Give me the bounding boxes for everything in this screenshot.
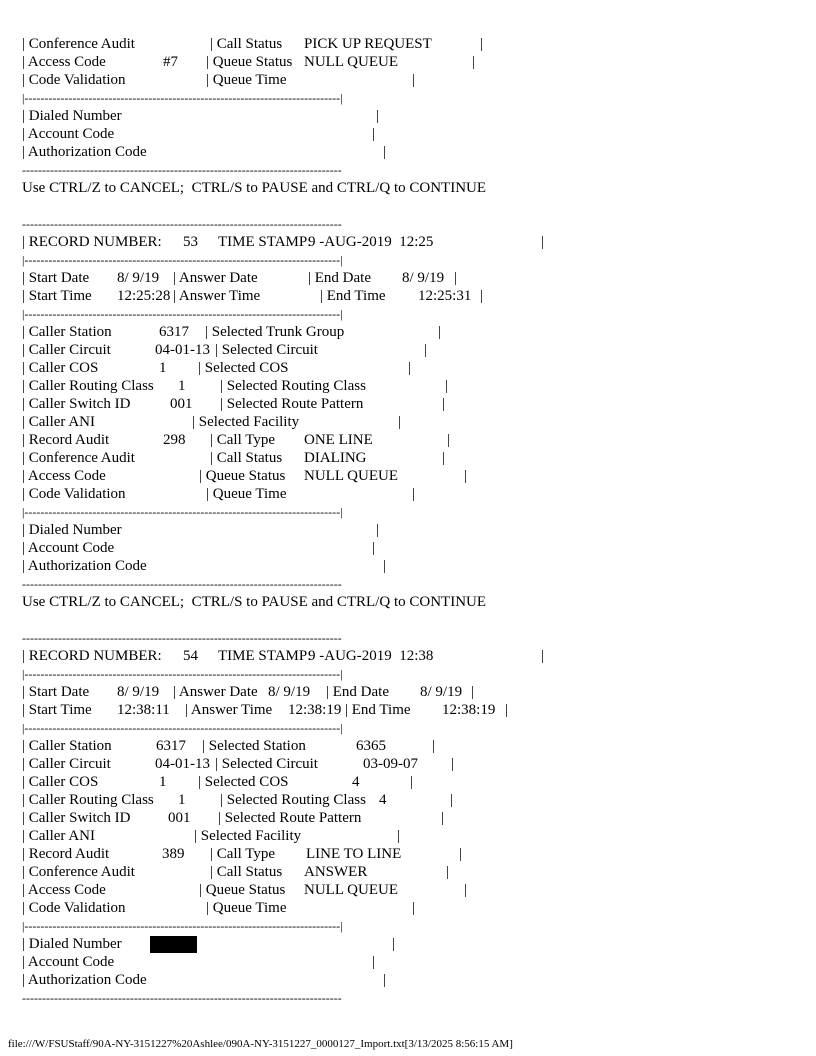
row-dates-54: | Start Date 8/ 9/19 | Answer Date 8/ 9/19 | End Date 8/ 9/19 | bbox=[22, 684, 475, 700]
row-account-code-54: | Account Code | bbox=[22, 954, 376, 970]
ctrl-notice: Use CTRL/Z to CANCEL; CTRL/S to PAUSE and CTRL/Q to CONTINUE bbox=[22, 594, 487, 610]
record-header-54: | RECORD NUMBER: 54 TIME STAMP: 9 -AUG-2019 12:38 | bbox=[22, 648, 545, 664]
redaction-block bbox=[150, 936, 197, 953]
row-account-code: | Account Code | bbox=[22, 126, 376, 142]
row-record-audit-53: | Record Audit 298 | Call Type ONE LINE | bbox=[22, 432, 451, 448]
row-conference-audit: | Conference Audit | Call Status PICK UP REQUEST | bbox=[22, 36, 484, 52]
row-conference-audit-54: | Conference Audit | Call Status ANSWER | bbox=[22, 864, 450, 880]
row-account-code-53: | Account Code | bbox=[22, 540, 376, 556]
document-body bbox=[22, 35, 802, 1007]
separator: |-------------------------------------------------------------------------------| bbox=[22, 721, 343, 735]
divider: -------------------------------------------------------------------------------- bbox=[22, 991, 342, 1005]
row-authorization-code-53: | Authorization Code | bbox=[22, 558, 387, 574]
row-caller-ani-54: | Caller ANI | Selected Facility | bbox=[22, 828, 401, 844]
row-caller-station-53: | Caller Station 6317 | Selected Trunk Group | bbox=[22, 324, 442, 340]
row-dialed-number: | Dialed Number | bbox=[22, 108, 380, 124]
row-authorization-code: | Authorization Code | bbox=[22, 144, 387, 160]
row-dialed-number-53: | Dialed Number | bbox=[22, 522, 380, 538]
separator: |-------------------------------------------------------------------------------| bbox=[22, 91, 343, 105]
separator: |-------------------------------------------------------------------------------| bbox=[22, 253, 343, 267]
row-caller-switch-54: | Caller Switch ID 001 | Selected Route Pattern | bbox=[22, 810, 445, 826]
divider: -------------------------------------------------------------------------------- bbox=[22, 577, 342, 591]
row-caller-switch-53: | Caller Switch ID 001 | Selected Route Pattern | bbox=[22, 396, 446, 412]
record-header-53: | RECORD NUMBER: 53 TIME STAMP: 9 -AUG-2019 12:25 | bbox=[22, 234, 545, 250]
row-dates-53: | Start Date 8/ 9/19 | Answer Date | End Date 8/ 9/19 | bbox=[22, 270, 458, 286]
divider: -------------------------------------------------------------------------------- bbox=[22, 163, 342, 177]
row-caller-cos-54: | Caller COS 1 | Selected COS 4 | bbox=[22, 774, 414, 790]
row-caller-routing-53: | Caller Routing Class 1 | Selected Routing Class | bbox=[22, 378, 449, 394]
divider: -------------------------------------------------------------------------------- bbox=[22, 631, 342, 645]
row-times-54: | Start Time 12:38:11 | Answer Time 12:38:19 | End Time 12:38:19 | bbox=[22, 702, 509, 718]
ctrl-notice: Use CTRL/Z to CANCEL; CTRL/S to PAUSE and CTRL/Q to CONTINUE bbox=[22, 180, 487, 196]
row-code-validation-53: | Code Validation | Queue Time | bbox=[22, 486, 416, 502]
row-access-code: | Access Code #7 | Queue Status NULL QUEUE | bbox=[22, 54, 476, 70]
row-access-code-54: | Access Code | Queue Status NULL QUEUE | bbox=[22, 882, 468, 898]
divider: -------------------------------------------------------------------------------- bbox=[22, 217, 342, 231]
row-caller-circuit-54: | Caller Circuit 04-01-13 | Selected Circuit 03-09-07 | bbox=[22, 756, 455, 772]
row-caller-ani-53: | Caller ANI | Selected Facility | bbox=[22, 414, 402, 430]
separator: |-------------------------------------------------------------------------------| bbox=[22, 667, 343, 681]
row-access-code-53: | Access Code | Queue Status NULL QUEUE | bbox=[22, 468, 468, 484]
row-code-validation: | Code Validation | Queue Time | bbox=[22, 72, 416, 88]
row-caller-cos-53: | Caller COS 1 | Selected COS | bbox=[22, 360, 412, 376]
row-record-audit-54: | Record Audit 389 | Call Type LINE TO LINE | bbox=[22, 846, 463, 862]
row-caller-station-54: | Caller Station 6317 | Selected Station 6365 | bbox=[22, 738, 436, 754]
file-path-footer: file:///W/FSUStaff/90A-NY-3151227%20Ashlee/090A-NY-3151227_0000127_Import.txt[3/13/2025 8:56:15 AM] bbox=[8, 1038, 513, 1050]
row-dialed-number-54: | Dialed Number | bbox=[22, 936, 396, 952]
separator: |-------------------------------------------------------------------------------| bbox=[22, 307, 343, 321]
row-caller-routing-54: | Caller Routing Class 1 | Selected Routing Class 4 | bbox=[22, 792, 454, 808]
row-authorization-code-54: | Authorization Code | bbox=[22, 972, 387, 988]
row-conference-audit-53: | Conference Audit | Call Status DIALING | bbox=[22, 450, 446, 466]
separator: |-------------------------------------------------------------------------------| bbox=[22, 919, 343, 933]
row-caller-circuit-53: | Caller Circuit 04-01-13 | Selected Circuit | bbox=[22, 342, 428, 358]
separator: |-------------------------------------------------------------------------------| bbox=[22, 505, 343, 519]
row-code-validation-54: | Code Validation | Queue Time | bbox=[22, 900, 416, 916]
row-times-53: | Start Time 12:25:28 | Answer Time | End Time 12:25:31 | bbox=[22, 288, 484, 304]
